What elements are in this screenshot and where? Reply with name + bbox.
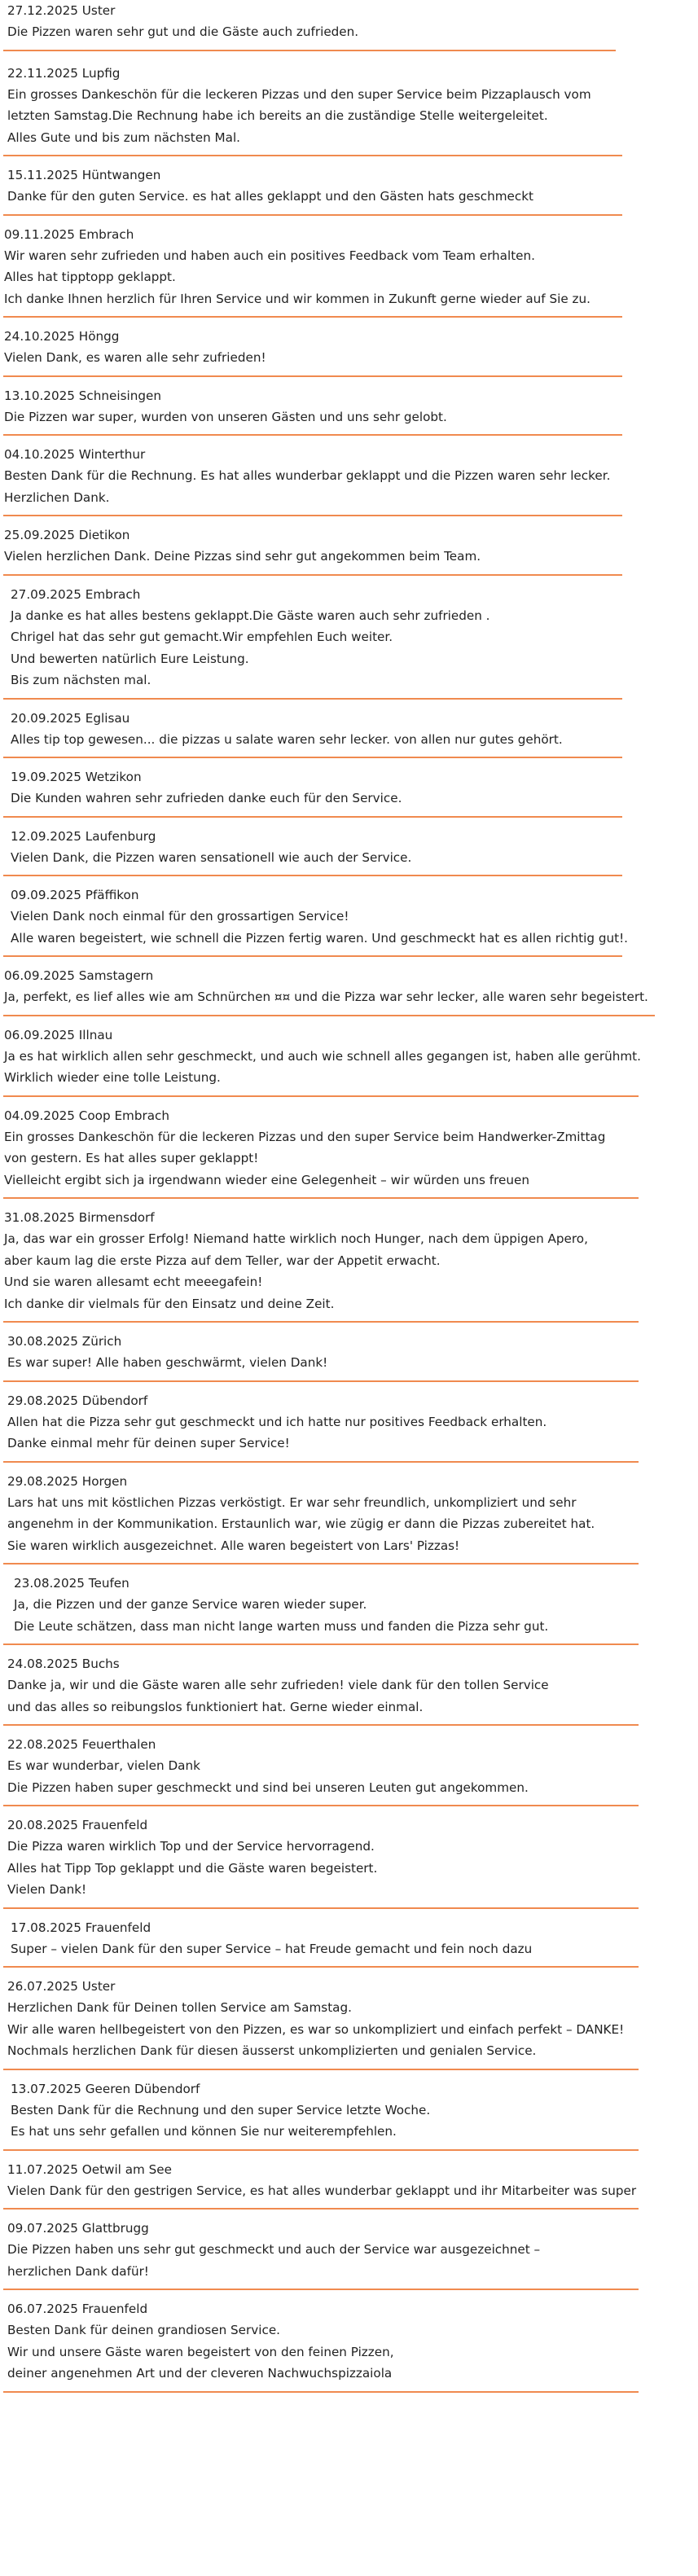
review-text-line: Allen hat die Pizza sehr gut geschmeckt und ich hatte nur positives Feedback erhalten.	[7, 1414, 547, 1429]
review-entry	[0, 165, 698, 216]
review-date-location: 22.11.2025 Lupfig	[7, 65, 121, 81]
separator-line	[3, 816, 622, 818]
review-text-line: Lars hat uns mit köstlichen Pizzas verköstigt. Er war sehr freundlich, unkompliziert und sehr	[7, 1494, 577, 1510]
review-entry	[0, 1025, 698, 1097]
review-date-location: 27.09.2025 Embrach	[11, 586, 141, 602]
review-entry	[0, 708, 698, 759]
review-text-line: letzten Samstag.Die Rechnung habe ich bereits an die zuständige Stelle weitergeleitet.	[7, 108, 548, 123]
review-text-line: Wir und unsere Gäste waren begeistert von den feinen Pizzen,	[7, 2344, 394, 2359]
review-text-line: Ein grosses Dankeschön für die leckeren Pizzas und den super Service beim Handwerker-Zmittag	[4, 1129, 606, 1144]
review-text-line: Herzlichen Dank.	[4, 489, 110, 505]
review-date-location: 09.09.2025 Pfäffikon	[11, 888, 139, 902]
separator-line	[3, 1563, 639, 1564]
review-text-line: Die Kunden wahren sehr zufrieden danke euch für den Service.	[11, 791, 402, 805]
review-text-line: Wir alle waren hellbegeistert von den Pizzen, es war so unkompliziert und einfach perfekt – DANKE!	[7, 2021, 625, 2037]
review-date-location: 20.08.2025 Frauenfeld	[7, 1818, 148, 1832]
separator-line	[3, 1966, 639, 1968]
review-text-line: Besten Dank für deinen grandiosen Service.	[7, 2323, 280, 2337]
review-text-line: angenehm in der Kommunikation. Erstaunlich war, wie zügig er dann die Pizzas zubereitet hat.	[7, 1516, 595, 1531]
review-entry	[0, 2159, 698, 2210]
review-date-location: 29.08.2025 Horgen	[7, 1473, 128, 1489]
review-date-location: 17.08.2025 Frauenfeld	[11, 1920, 151, 1935]
review-date-location: 31.08.2025 Birmensdorf	[4, 1210, 155, 1225]
review-entry	[0, 2078, 698, 2151]
review-text-line: Ja, das war ein grosser Erfolg! Niemand hatte wirklich noch Hunger, nach dem üppigen Apero,	[4, 1231, 588, 1246]
review-text-line: Ja, die Pizzen und der ganze Service waren wieder super.	[14, 1597, 367, 1612]
separator-line	[3, 1907, 639, 1909]
review-text-line: Die Pizzen waren sehr gut und die Gäste auch zufrieden.	[7, 24, 359, 39]
review-entry	[0, 884, 698, 957]
review-text-line: Danke für den guten Service. es hat alles geklappt und den Gästen hats geschmeckt	[7, 189, 533, 204]
review-date-location: 24.08.2025 Buchs	[7, 1657, 120, 1671]
review-entry	[0, 1390, 698, 1463]
review-text-line: Es war wunderbar, vielen Dank	[7, 1758, 200, 1773]
review-text-line: und das alles so reibungslos funktioniert hat. Gerne wieder einmal.	[7, 1699, 424, 1714]
review-date-location: 27.12.2025 Uster	[7, 3, 116, 18]
review-text-line: Ja danke es hat alles bestens geklappt.Die Gäste waren auch sehr zufrieden .	[11, 608, 490, 623]
review-entry	[0, 1105, 698, 1200]
review-date-location: 29.08.2025 Dübendorf	[7, 1393, 148, 1408]
review-date-location: 20.09.2025 Eglisau	[11, 710, 130, 726]
separator-line	[3, 1321, 639, 1323]
review-text-line: Alles hat tipptopp geklappt.	[4, 270, 176, 284]
review-entry	[0, 385, 698, 437]
review-date-location: 06.07.2025 Frauenfeld	[7, 2302, 148, 2316]
review-text-line: Die Pizzen war super, wurden von unseren Gästen und uns sehr gelobt.	[4, 409, 447, 424]
separator-line	[3, 1805, 639, 1806]
review-text-line: Es hat uns sehr gefallen und können Sie nur weiterempfehlen.	[11, 2124, 397, 2139]
review-text-line: Alles hat Tipp Top geklappt und die Gäste waren begeistert.	[7, 1860, 378, 1876]
review-text-line: aber kaum lag die erste Pizza auf dem Teller, war der Appetit erwacht.	[4, 1253, 441, 1268]
review-entry	[0, 224, 698, 318]
review-text-line: Vielen Dank noch einmal für den grossartigen Service!	[11, 909, 349, 924]
review-text-line: Wirklich wieder eine tolle Leistung.	[4, 1070, 221, 1085]
review-date-location: 06.09.2025 Illnau	[4, 1027, 113, 1042]
review-entry	[0, 63, 698, 157]
review-date-location: 06.09.2025 Samstagern	[4, 968, 154, 983]
review-date-location: 11.07.2025 Oetwil am See	[7, 2161, 172, 2177]
review-date-location: 09.07.2025 Glattbrugg	[7, 2221, 149, 2236]
review-text-line: Alles tip top gewesen... die pizzas u salate waren sehr lecker. von allen nur gutes gehört.	[11, 731, 563, 747]
review-date-location: 04.09.2025 Coop Embrach	[4, 1108, 169, 1123]
review-text-line: Vielen Dank, die Pizzen waren sensationell wie auch der Service.	[11, 849, 412, 865]
review-entry	[0, 1917, 698, 1968]
review-entry	[0, 2218, 698, 2290]
separator-line	[3, 1380, 639, 1382]
review-text-line: Es war super! Alle haben geschwärmt, vielen Dank!	[7, 1355, 328, 1370]
review-text-line: Herzlichen Dank für Deinen tollen Service am Samstag.	[7, 2000, 352, 2015]
separator-line	[3, 2289, 639, 2290]
review-text-line: Und bewerten natürlich Eure Leistung.	[11, 651, 249, 666]
separator-line	[3, 574, 622, 576]
review-date-location: 23.08.2025 Teufen	[14, 1576, 130, 1591]
review-entry	[0, 584, 698, 700]
review-date-location: 22.08.2025 Feuerthalen	[7, 1737, 156, 1752]
review-entry	[0, 1207, 698, 1323]
review-text-line: Besten Dank für die Rechnung und den super Service letzte Woche.	[11, 2102, 431, 2117]
review-date-location: 09.11.2025 Embrach	[4, 226, 134, 242]
review-entry	[0, 1471, 698, 1565]
review-entry	[0, 444, 698, 516]
review-entry	[0, 766, 698, 818]
review-text-line: Bis zum nächsten mal.	[11, 673, 151, 687]
review-text-line: Alle waren begeistert, wie schnell die Pizzen fertig waren. Und geschmeckt hat es allen richtig gut!.	[11, 930, 628, 946]
review-entry	[0, 826, 698, 877]
review-text-line: Die Pizzen haben super geschmeckt und sind bei unseren Leuten gut angekommen.	[7, 1780, 529, 1795]
review-text-line: Danke einmal mehr für deinen super Service!	[7, 1436, 290, 1450]
review-date-location: 15.11.2025 Hüntwangen	[7, 168, 161, 182]
separator-line	[3, 375, 622, 377]
review-text-line: Vielleicht ergibt sich ja irgendwann wieder eine Gelegenheit – wir würden uns freuen	[4, 1172, 529, 1187]
separator-line	[3, 875, 622, 876]
review-text-line: von gestern. Es hat alles super geklappt!	[4, 1151, 259, 1165]
review-date-location: 19.09.2025 Wetzikon	[11, 770, 142, 784]
review-text-line: herzlichen Dank dafür!	[7, 2263, 149, 2279]
review-entry	[0, 1331, 698, 1382]
review-text-line: Besten Dank für die Rechnung. Es hat alles wunderbar geklappt und die Pizzen waren sehr lecker.	[4, 468, 611, 483]
separator-line	[3, 2069, 639, 2070]
separator-line	[3, 1643, 639, 1645]
review-entry	[0, 1653, 698, 1726]
separator-line	[3, 1197, 639, 1199]
review-text-line: Alles Gute und bis zum nächsten Mal.	[7, 129, 241, 145]
review-text-line: Sie waren wirklich ausgezeichnet. Alle waren begeistert von Lars' Pizzas!	[7, 1538, 460, 1553]
review-text-line: Die Leute schätzen, dass man nicht lange warten muss und fanden die Pizza sehr gut.	[14, 1618, 549, 1634]
review-entry	[0, 1976, 698, 2070]
separator-line	[3, 2149, 639, 2151]
separator-line	[3, 214, 622, 216]
review-date-location: 26.07.2025 Uster	[7, 1979, 116, 1994]
review-entry	[0, 1734, 698, 1806]
review-date-location: 12.09.2025 Laufenburg	[11, 828, 156, 844]
review-entry	[0, 965, 698, 1016]
review-text-line: Danke ja, wir und die Gäste waren alle sehr zufrieden! viele dank für den tollen Service	[7, 1678, 549, 1692]
review-entry	[0, 1815, 698, 1909]
review-text-line: Vielen Dank für den gestrigen Service, es hat alles wunderbar geklappt und ihr Mitarbeiter was super	[7, 2183, 637, 2198]
separator-line	[3, 1461, 639, 1463]
review-date-location: 04.10.2025 Winterthur	[4, 447, 146, 462]
separator-line	[3, 434, 622, 436]
review-entry	[0, 2298, 698, 2393]
review-text-line: Ich danke Ihnen herzlich für Ihren Service und wir kommen in Zukunft gerne wieder auf Sie zu.	[4, 291, 590, 306]
review-text-line: Ja, perfekt, es lief alles wie am Schnürchen ¤¤ und die Pizza war sehr lecker, alle waren sehr begeistert.	[4, 990, 648, 1004]
review-date-location: 13.07.2025 Geeren Dübendorf	[11, 2081, 200, 2096]
separator-line	[3, 698, 622, 700]
review-text-line: Und sie waren allesamt echt meeegafein!	[4, 1275, 263, 1289]
separator-line	[3, 155, 622, 156]
separator-line	[3, 50, 616, 51]
separator-line	[3, 515, 622, 516]
review-text-line: deiner angenehmen Art und der cleveren Nachwuchspizzaiola	[7, 2366, 393, 2381]
separator-line	[3, 757, 622, 758]
review-text-line: Chrigel hat das sehr gut gemacht.Wir empfehlen Euch weiter.	[11, 630, 393, 644]
separator-line	[3, 2391, 639, 2393]
separator-line	[3, 1095, 639, 1097]
review-text-line: Ein grosses Dankeschön für die leckeren Pizzas und den super Service beim Pizzaplausch vom	[7, 86, 591, 102]
review-text-line: Die Pizza waren wirklich Top und der Service hervorragend.	[7, 1839, 375, 1854]
review-entry	[0, 524, 698, 576]
review-date-location: 13.10.2025 Schneisingen	[4, 388, 161, 403]
review-text-line: Ich danke dir vielmals für den Einsatz und deine Zeit.	[4, 1296, 335, 1311]
review-text-line: Super – vielen Dank für den super Service – hat Freude gemacht und fein noch dazu	[11, 1941, 533, 1956]
separator-line	[3, 1015, 655, 1016]
review-entry	[0, 0, 698, 51]
review-date-location: 24.10.2025 Höngg	[4, 329, 120, 344]
review-text-line: Wir waren sehr zufrieden und haben auch ein positives Feedback vom Team erhalten.	[4, 248, 535, 263]
review-text-line: Nochmals herzlichen Dank für diesen äusserst unkomplizierten und genialen Service.	[7, 2043, 537, 2058]
review-text-line: Vielen herzlichen Dank. Deine Pizzas sind sehr gut angekommen beim Team.	[4, 549, 481, 564]
review-text-line: Die Pizzen haben uns sehr gut geschmeckt und auch der Service war ausgezeichnet –	[7, 2242, 541, 2257]
review-date-location: 25.09.2025 Dietikon	[4, 528, 130, 542]
separator-line	[3, 316, 622, 318]
review-text-line: Vielen Dank, es waren alle sehr zufrieden!	[4, 350, 266, 365]
separator-line	[3, 1724, 639, 1726]
separator-line	[3, 2208, 639, 2210]
review-entry	[0, 1573, 698, 1645]
separator-line	[3, 955, 622, 957]
review-text-line: Vielen Dank!	[7, 1882, 87, 1897]
review-entry	[0, 326, 698, 377]
review-date-location: 30.08.2025 Zürich	[7, 1334, 122, 1349]
review-text-line: Ja es hat wirklich allen sehr geschmeckt, und auch wie schnell alles gegangen ist, haben alle gerühmt.	[4, 1048, 641, 1064]
